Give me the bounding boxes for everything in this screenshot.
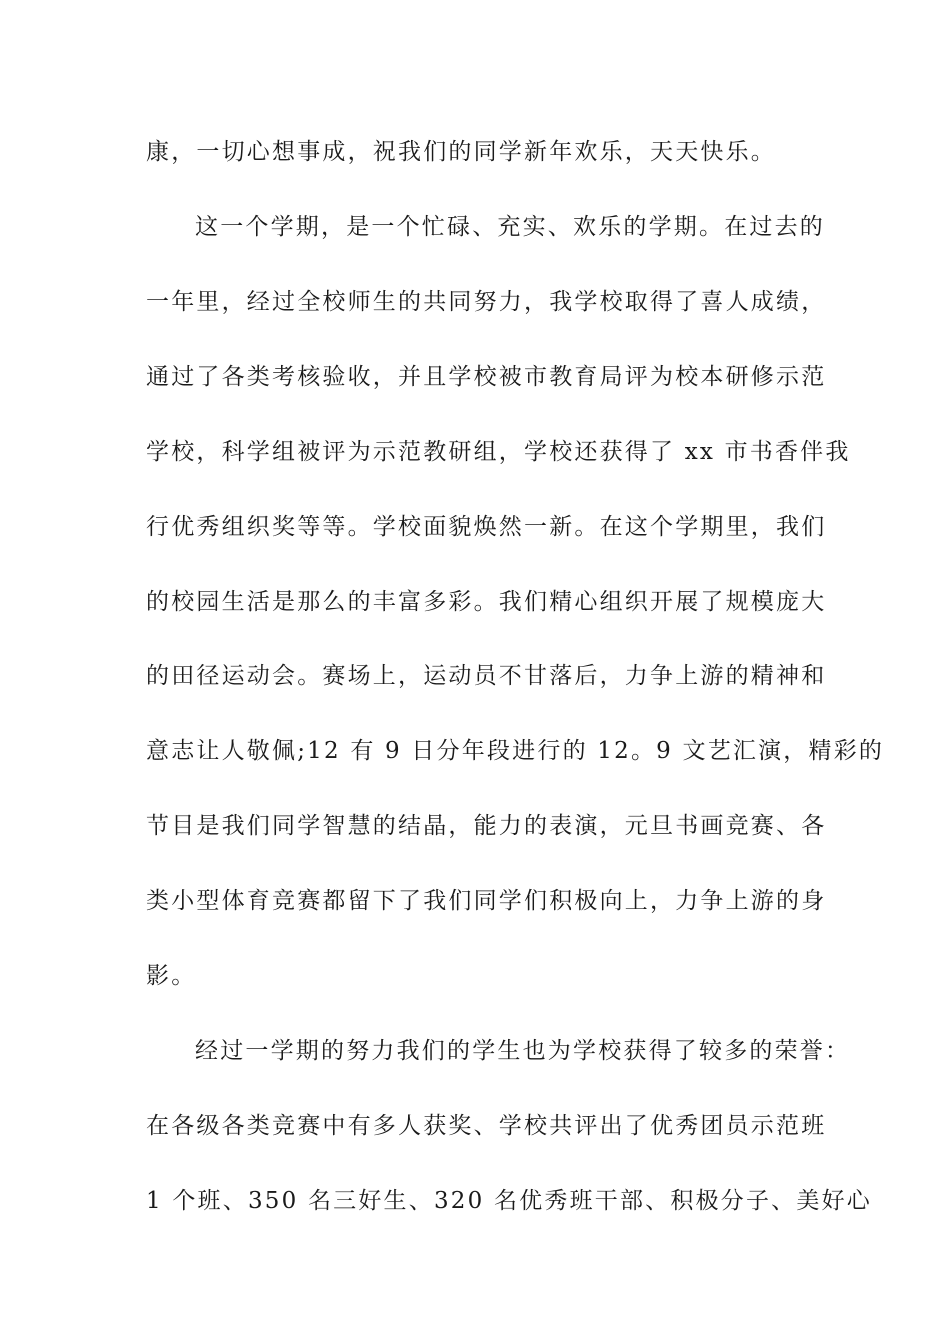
text-line: 行优秀组织奖等等。学校面貌焕然一新。在这个学期里，我们 — [146, 514, 827, 540]
text-line: 康，一切心想事成，祝我们的同学新年欢乐，天天快乐。 — [146, 139, 776, 165]
text-line: 影。 — [146, 963, 197, 989]
text-line: 通过了各类考核验收，并且学校被市教育局评为校本研修示范 — [146, 364, 827, 390]
text-line: 在各级各类竞赛中有多人获奖、学校共评出了优秀团员示范班 — [146, 1113, 827, 1139]
text-line: 类小型体育竞赛都留下了我们同学们积极向上，力争上游的身 — [146, 888, 827, 914]
text-line: 1 个班、350 名三好生、320 名优秀班干部、积极分子、美好心 — [146, 1188, 872, 1214]
text-line: 的田径运动会。赛场上，运动员不甘落后，力争上游的精神和 — [146, 663, 827, 689]
paragraph-first-line: 这一个学期，是一个忙碌、充实、欢乐的学期。在过去的 — [195, 214, 825, 240]
paragraph-first-line: 经过一学期的努力我们的学生也为学校获得了较多的荣誉： — [195, 1038, 851, 1064]
text-line: 一年里，经过全校师生的共同努力，我学校取得了喜人成绩， — [146, 289, 827, 315]
text-line: 意志让人敬佩;12 有 9 日分年段进行的 12。9 文艺汇演，精彩的 — [146, 738, 885, 764]
text-line: 节目是我们同学智慧的结晶，能力的表演，元旦书画竞赛、各 — [146, 813, 827, 839]
text-line: 的校园生活是那么的丰富多彩。我们精心组织开展了规模庞大 — [146, 589, 827, 615]
text-line: 学校，科学组被评为示范教研组，学校还获得了 xx 市书香伴我 — [146, 439, 851, 465]
